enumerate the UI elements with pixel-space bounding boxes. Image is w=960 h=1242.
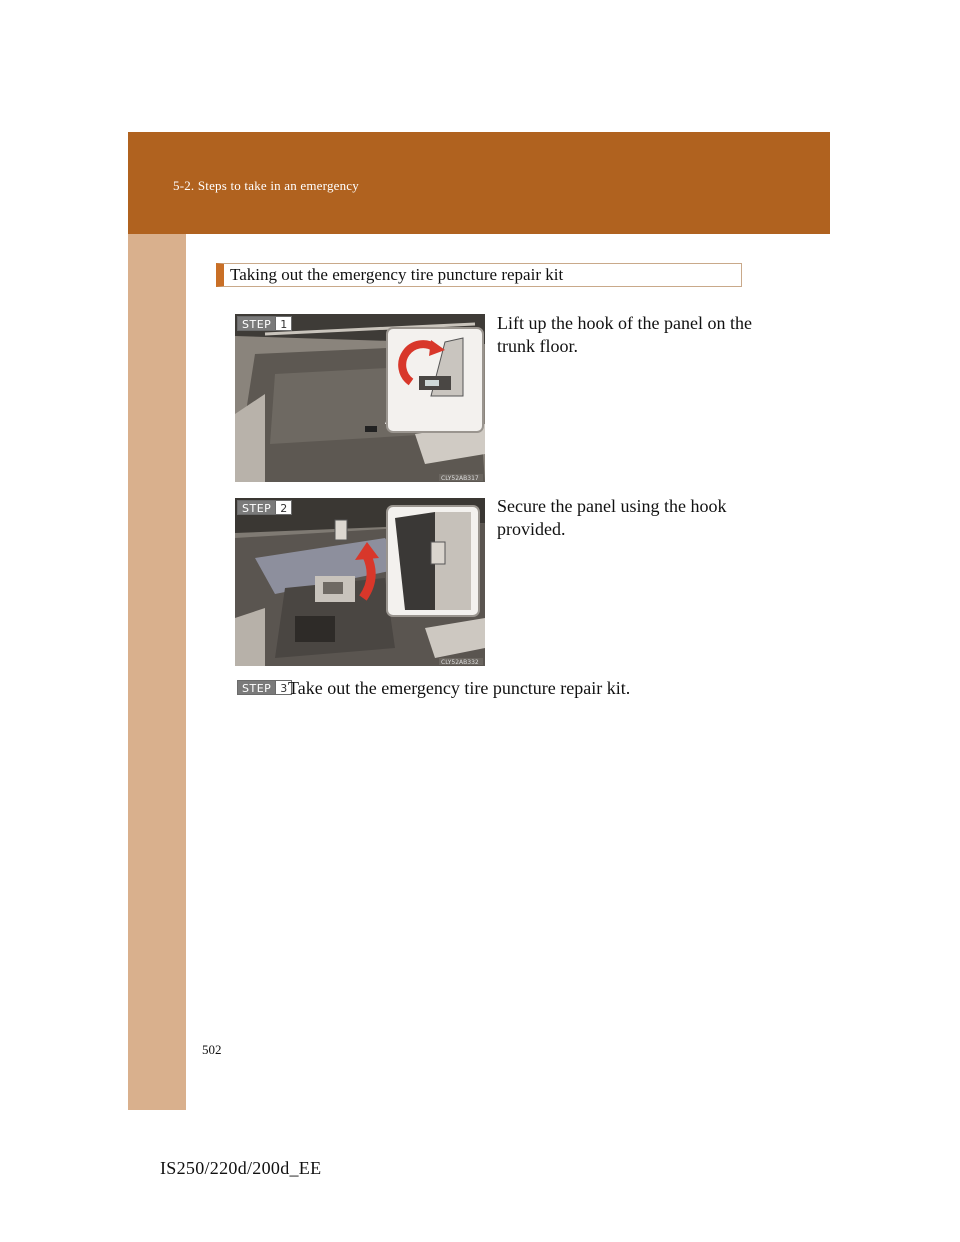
step-3-badge-word: STEP xyxy=(238,681,275,694)
step-1-badge-number: 1 xyxy=(275,317,291,330)
step-3-badge-number: 3 xyxy=(275,681,291,694)
step-2-text: Secure the panel using the hook provided. xyxy=(497,496,727,539)
trunk-floor-hook-illustration xyxy=(235,314,485,482)
step-1-badge-word: STEP xyxy=(238,317,275,330)
step-1-text: Lift up the hook of the panel on the trunk floor. xyxy=(497,313,752,356)
footer-model-code: IS250/220d/200d_EE xyxy=(160,1158,322,1178)
image-code-2: CLY52AB332 xyxy=(441,659,479,666)
sidebar-strip xyxy=(128,234,186,1110)
step-3-text: Take out the emergency tire puncture repair kit. xyxy=(288,678,631,698)
page-number: 502 xyxy=(202,1042,222,1057)
step-2-badge xyxy=(237,500,292,515)
step-1-badge xyxy=(237,316,292,331)
section-title: 5-2. Steps to take in an emergency xyxy=(173,178,359,193)
step-3-badge xyxy=(237,680,292,695)
step-2-badge-word: STEP xyxy=(238,501,275,514)
image-code-1: CLY52AB317 xyxy=(441,475,479,482)
subtitle-heading: Taking out the emergency tire puncture repair kit xyxy=(230,265,564,284)
step-2-badge-number: 2 xyxy=(275,501,291,514)
secure-panel-illustration xyxy=(235,498,485,666)
